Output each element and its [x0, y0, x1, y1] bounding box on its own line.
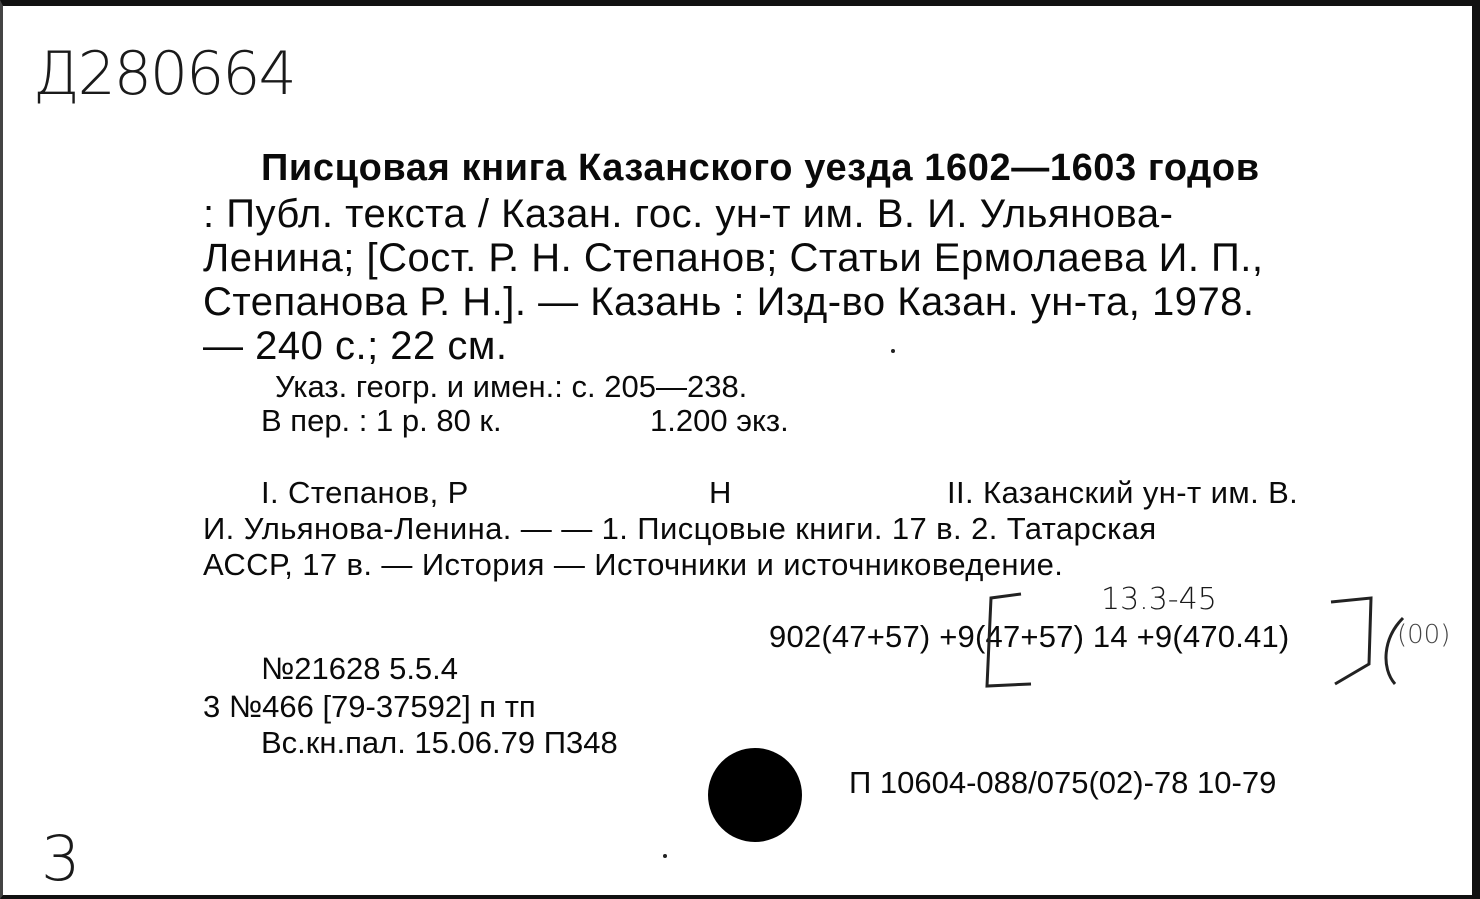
registry-order: 3 №466 [79-37592] п тп: [203, 689, 536, 724]
handwritten-call-number: Д280664: [33, 39, 295, 109]
classification-code: 902(47+57) +9(47+57) 14 +9(470.41): [769, 619, 1290, 654]
description-line-3: Ленина; [Сост. Р. Н. Степанов; Статьи Ермолаева И. П.,: [203, 236, 1264, 280]
handwritten-brackets: [963, 582, 1263, 698]
registry-chamber: Вс.кн.пал. 15.06.79 П348: [261, 725, 618, 760]
speck: [663, 854, 667, 858]
index-note: Указ. геогр. и имен.: с. 205—238.: [275, 369, 748, 404]
handwritten-side-note: (00): [1397, 620, 1451, 650]
description-line-2: : Публ. текста / Казан. гос. ун-т им. В. И. Ульянова-: [203, 192, 1174, 236]
speck: [891, 349, 895, 353]
punch-hole: [708, 748, 802, 842]
tracing-author-initial: Н: [709, 475, 732, 510]
print-run: 1.200 экз.: [650, 403, 789, 438]
registry-number: №21628 5.5.4: [261, 651, 459, 686]
binding-price: В пер. : 1 р. 80 к.: [261, 403, 502, 438]
book-title: Писцовая книга Казанского уезда 1602—1603 годов: [261, 147, 1260, 189]
tracing-line-2: И. Ульянова-Ленина. — — 1. Писцовые книги. 17 в. 2. Татарская: [203, 511, 1157, 546]
description-line-5: — 240 с.; 22 см.: [203, 324, 508, 368]
handwritten-number: 3: [41, 822, 81, 895]
tracing-line-3: АССР, 17 в. — История — Источники и источниковедение.: [203, 547, 1064, 582]
tracing-author: I. Степанов, Р: [261, 475, 469, 510]
tracing-institution: II. Казанский ун-т им. В.: [947, 475, 1299, 510]
publisher-code: П 10604-088/075(02)-78 10-79: [849, 765, 1277, 800]
handwritten-annotation: 13.3-45: [1101, 582, 1217, 617]
description-line-4: Степанова Р. Н.]. — Казань : Изд-во Казан. ун-та, 1978.: [203, 280, 1255, 324]
